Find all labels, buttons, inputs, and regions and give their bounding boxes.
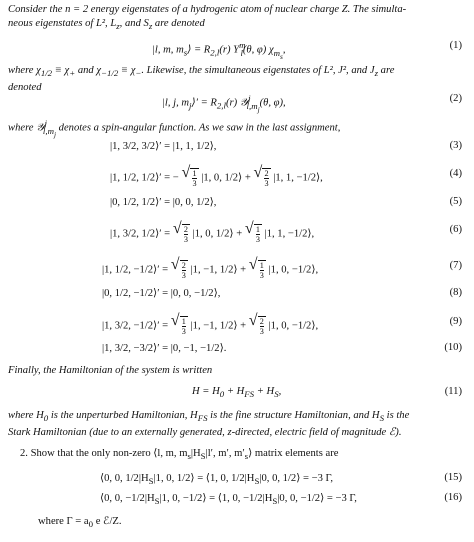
equation-16: ⟨0, 0, $-1/2|H_S|1$, 0, −1/2⟩ = ⟨1, 0, $-1/2|H_S|0$, 0, −1/2⟩ = −3 Γ, (16) bbox=[100, 492, 462, 507]
eq11-a: H = H bbox=[192, 386, 220, 397]
eq9-number: (9) bbox=[449, 316, 462, 327]
eq10-number: (10) bbox=[444, 342, 462, 353]
intro-text-2b: , and S bbox=[119, 18, 149, 30]
equation-5 bbox=[0, 196, 474, 212]
eq1-number: (1) bbox=[449, 40, 462, 51]
sqrt-2-3-a: √ $\frac{2}{3}$ bbox=[253, 164, 269, 188]
where1-a: where χ bbox=[8, 65, 41, 76]
final-line: Finally, the Hamiltonian of the system is written bbox=[8, 365, 213, 376]
intro-text-2c: are denoted bbox=[152, 18, 205, 30]
eq7-a: |1, −1, 1/2⟩ + bbox=[190, 264, 247, 276]
where1-e: . Likewise, the simultaneous eigenstates of L², J², and J bbox=[141, 65, 375, 76]
eq6-b: |1, 1, −1/2⟩, bbox=[264, 228, 315, 240]
sqrt-1-3-b: √ $\frac{1}{3}$ bbox=[244, 220, 260, 244]
eq15-a: ⟨0, 0, 1/2|H bbox=[100, 473, 149, 484]
equation-15: ⟨0, 0, $1/2|H_S|1$, 0, 1/2⟩ = ⟨1, 0, $1/2|H_S|0$, 0, 1/2⟩ = −3 Γ, (15) bbox=[100, 472, 462, 487]
where1-d: ≡ χ bbox=[118, 65, 136, 76]
equation-11: $H = H_0 + H_{FS} + H_S$, (11) bbox=[192, 386, 462, 400]
equation-2: |l, j, $m_j⟩' = R_{2,l}(r)$ 𝒴$^j_{l,m_j}$(θ, φ), (2) bbox=[162, 93, 462, 114]
sqrt-2-3-b: √ $\frac{2}{3}$ bbox=[172, 220, 188, 244]
eq6-lhs: |1, 3/2, 1/2⟩′ = bbox=[110, 228, 171, 240]
where2-b: denotes a spin-angular function. As we saw in the last assignment, bbox=[56, 122, 341, 134]
eq8-body: |0, 1/2, −1/2⟩′ = |0, 0, −1/2⟩, bbox=[102, 288, 221, 299]
where1-b: ≡ χ bbox=[52, 65, 70, 76]
where-Y-paragraph: where 𝒴$^j_{l,m_j}$ denotes a spin-angular function. As we saw in the last assignment, bbox=[8, 118, 341, 139]
eq8-number: (8) bbox=[449, 287, 462, 298]
eq7-lhs: |1, 1/2, −1/2⟩′ = bbox=[102, 264, 169, 276]
eq15-number: (15) bbox=[444, 472, 462, 483]
sqrt-1-3-d: √ $\frac{1}{3}$ bbox=[170, 312, 186, 336]
sqrt-1-3-c: √ $\frac{1}{3}$ bbox=[248, 256, 264, 280]
eq9-a: |1, −1, 1/2⟩ + bbox=[190, 320, 247, 332]
item2-b: |H bbox=[190, 448, 201, 459]
eq2-rest: (r) 𝒴 bbox=[225, 97, 249, 109]
eq11-number: (11) bbox=[444, 386, 462, 397]
intro-text-1: Consider the n = 2 energy eigenstates of a hydrogenic atom of nuclear charge Z. The simulta- bbox=[8, 4, 407, 15]
where3-b: is the unperturbed Hamiltonian, H bbox=[48, 410, 198, 421]
where2-a: where 𝒴 bbox=[8, 122, 45, 134]
eq4-b: |1, 1, −1/2⟩, bbox=[273, 172, 323, 184]
where4-a: where Γ = a bbox=[38, 516, 89, 527]
where3-c: is the fine structure Hamiltonian, and H bbox=[207, 410, 380, 421]
equation-10 bbox=[0, 342, 474, 358]
eq4-a: |1, 0, 1/2⟩ + bbox=[201, 172, 251, 184]
eq16-number: (16) bbox=[444, 492, 462, 503]
eq10-body: |1, 3/2, −3/2⟩′ = |0, −1, −1/2⟩. bbox=[102, 343, 227, 354]
eq3-number: (3) bbox=[449, 140, 462, 151]
problem-item-2: 2. Show that the only non-zero ⟨l, m, $m_s|H_S|l'$, m′, $m'_s⟩$ matrix elements are bbox=[20, 448, 339, 462]
equation-1: |l, m, $m_s⟩ = R_{2,l}(r)$ $Y^m_l(\theta$, φ) $\chi_{m_s}$, (1) bbox=[152, 40, 462, 61]
eq16-a: ⟨0, 0, −1/2|H bbox=[100, 493, 155, 504]
eq4-lhs: |1, 1/2, 1/2⟩′ = − bbox=[110, 172, 179, 184]
item2-d: ⟩ matrix elements are bbox=[248, 448, 339, 459]
item2-a: 2. Show that the only non-zero ⟨l, m, m bbox=[20, 448, 188, 459]
eq11-b: + H bbox=[224, 386, 245, 397]
sqrt-1-3-a: √ $\frac{1}{3}$ bbox=[181, 164, 197, 188]
eq2-end: (θ, φ), bbox=[259, 97, 286, 109]
where4-b: e ℰ/Z. bbox=[93, 516, 122, 527]
eq11-c: + H bbox=[254, 386, 275, 397]
eq16-b: |1, 0, −1/2⟩ = ⟨1, 0, −1/2|H bbox=[159, 493, 273, 504]
where1-g: denoted bbox=[8, 81, 42, 93]
eq1-end: (θ, φ) χ bbox=[242, 44, 274, 56]
where-gamma: where $\Gamma = a_0$ e ℰ/Z. bbox=[38, 516, 122, 530]
eq15-c: |0, 0, 1/2⟩ = −3 Γ, bbox=[259, 473, 334, 484]
eq3-body: |1, 3/2, 3/2⟩′ = |1, 1, 1/2⟩, bbox=[110, 141, 217, 152]
where1-c: and χ bbox=[75, 65, 102, 76]
eq9-b: |1, 0, −1/2⟩, bbox=[268, 320, 319, 332]
where3-a: where H bbox=[8, 410, 44, 421]
equation-9 bbox=[0, 312, 474, 336]
eq5-body: |0, 1/2, 1/2⟩′ = |0, 0, 1/2⟩, bbox=[110, 197, 217, 208]
eq2-number: (2) bbox=[449, 93, 462, 104]
equation-7 bbox=[0, 256, 474, 280]
eq16-c: |0, 0, −1/2⟩ = −3 Γ, bbox=[277, 493, 357, 504]
eq2-lhs: |l, j, m bbox=[162, 97, 190, 109]
eq15-b: |1, 0, 1/2⟩ = ⟨1, 0, 1/2|H bbox=[153, 473, 255, 484]
eq6-number: (6) bbox=[449, 224, 462, 235]
where3-d: is the bbox=[383, 410, 410, 421]
equation-8 bbox=[0, 287, 474, 303]
finally-paragraph bbox=[8, 364, 466, 378]
eq5-number: (5) bbox=[449, 196, 462, 207]
where-H-paragraph: where $H_0$ is the unperturbed Hamiltonian, $H_{FS}$ is the fine structure Hamiltonian, and $H_S$ is the Stark Hamiltonian (due to an externally generated, z-directed, electric field of magnitude ℰ). bbox=[8, 410, 410, 438]
eq1-mid: ⟩ = R bbox=[187, 44, 211, 56]
where-chi-paragraph: where $\chi_{1/2} \equiv \chi_+$ and $\chi_{-1/2} \equiv \chi_-$. Likewise, the simultaneous eigenstates of L², J², and $J_z$ are denoted bbox=[8, 65, 395, 93]
intro-paragraph: Consider the n = 2 energy eigenstates of a hydrogenic atom of nuclear charge Z. The simulta- neous eigenstates of L², $L_z$, and $S_z$ are denoted bbox=[8, 4, 407, 32]
where3-line2: Stark Hamiltonian (due to an externally generated, z-directed, electric field of magnitude ℰ). bbox=[8, 426, 402, 438]
equation-4 bbox=[0, 164, 474, 188]
eq7-number: (7) bbox=[449, 260, 462, 271]
item2-c: |l′, m′, m′ bbox=[205, 448, 245, 459]
equation-3 bbox=[0, 140, 474, 156]
eq1-rest: (r) Y bbox=[219, 44, 240, 56]
intro-text-2: neous eigenstates of L², L bbox=[8, 18, 117, 30]
sqrt-2-3-c: √ $\frac{2}{3}$ bbox=[170, 256, 186, 280]
eq7-b: |1, 0, −1/2⟩, bbox=[268, 264, 319, 276]
eq1-lhs: |l, m, m bbox=[152, 44, 184, 56]
where1-f: are bbox=[378, 65, 395, 76]
eq4-number: (4) bbox=[449, 168, 462, 179]
eq2-mid: ⟩′ = R bbox=[191, 97, 217, 109]
sqrt-2-3-d: √ $\frac{2}{3}$ bbox=[248, 312, 264, 336]
eq6-a: |1, 0, 1/2⟩ + bbox=[192, 228, 243, 240]
equation-6 bbox=[0, 220, 474, 244]
eq9-lhs: |1, 3/2, −1/2⟩′ = bbox=[102, 320, 169, 332]
